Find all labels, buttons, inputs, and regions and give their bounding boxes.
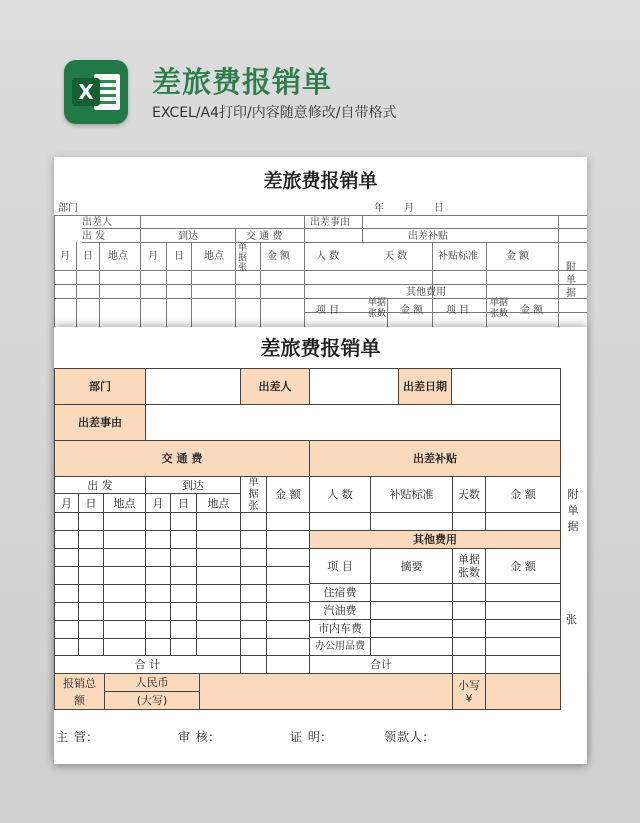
transport-cell[interactable]	[266, 512, 310, 531]
transport-cell[interactable]	[103, 620, 146, 639]
preview-col-month-2: 月	[148, 251, 158, 262]
reviewer-signature: 审 核:	[178, 730, 214, 744]
receipt-count-col-header: 单据张	[240, 476, 267, 513]
preview-col-place: 地点	[108, 251, 128, 262]
other-fee-cell[interactable]	[452, 619, 486, 638]
transport-cell[interactable]	[78, 602, 104, 621]
transport-cell[interactable]	[170, 512, 197, 531]
transport-cell[interactable]	[78, 530, 104, 549]
transport-cell[interactable]	[78, 512, 104, 531]
allowance-days-field[interactable]	[452, 512, 486, 531]
transport-cell[interactable]	[54, 530, 79, 549]
item-col-header: 项 目	[309, 548, 371, 584]
transport-cell[interactable]	[240, 548, 267, 567]
other-fee-cell[interactable]	[370, 637, 453, 656]
yen-symbol: ¥	[465, 691, 473, 705]
allowance-people-field[interactable]	[309, 512, 371, 531]
preview-other-fees: 其他费用	[406, 287, 446, 298]
transport-subtotal-receipts[interactable]	[240, 655, 267, 674]
transport-cell[interactable]	[196, 602, 241, 621]
preview-col-amount-4: 金 额	[520, 305, 544, 316]
preview-department: 部门	[58, 203, 78, 214]
other-fees-header: 其他费用	[309, 530, 561, 549]
form-title: 差旅费报销单	[260, 336, 381, 360]
transport-cell[interactable]	[145, 584, 171, 603]
preview-col-standard: 补贴标准	[438, 251, 478, 262]
preview-col-item-2: 项 目	[446, 305, 470, 316]
preview-traveler: 出差人	[82, 217, 112, 228]
transport-cell[interactable]	[145, 566, 171, 585]
attach-receipts-label: 附单据	[567, 488, 579, 533]
banner-subtitle: EXCEL/A4打印/内容随意修改/自带格式	[152, 105, 397, 121]
preview-col-amount-3: 金 额	[400, 305, 424, 316]
depart-month-header: 月	[54, 493, 79, 513]
total-label: 报销总额	[54, 673, 105, 710]
preview-col-amount: 金 额	[267, 251, 291, 262]
recipient-signature: 领款人:	[384, 730, 429, 744]
rmb-label: 人民币	[104, 673, 200, 692]
transport-cell[interactable]	[196, 512, 241, 531]
transport-cell[interactable]	[78, 548, 104, 567]
transport-cell[interactable]	[78, 584, 104, 603]
reason-field[interactable]	[145, 404, 561, 441]
transport-cell[interactable]	[54, 602, 79, 621]
preview-col-day: 日	[83, 251, 93, 262]
transport-cell[interactable]	[266, 584, 310, 603]
transport-cell[interactable]	[54, 566, 79, 585]
travel-date-label: 出差日期	[398, 368, 452, 405]
preview-col-day-2: 日	[174, 251, 184, 262]
item-office-supplies: 办公用品费	[309, 637, 371, 656]
other-fee-cell[interactable]	[452, 583, 486, 602]
transport-cell[interactable]	[170, 602, 197, 621]
total-small-field[interactable]	[485, 673, 561, 710]
depart-label: 出 发	[54, 476, 146, 494]
transport-cell[interactable]	[196, 620, 241, 639]
preview-col-receipt-count-2: 单据张数	[490, 298, 509, 319]
transport-cell[interactable]	[54, 548, 79, 567]
other-subtotal-label: 合计	[309, 655, 453, 674]
preview-col-item: 项 目	[316, 305, 340, 316]
excel-icon: X	[72, 78, 100, 106]
transport-cell[interactable]	[103, 548, 146, 567]
transport-cell[interactable]	[240, 512, 267, 531]
other-fee-cell[interactable]	[485, 637, 561, 656]
transport-cell[interactable]	[54, 512, 79, 531]
preview-transport: 交 通 费	[246, 231, 283, 242]
allowance-standard-field[interactable]	[370, 512, 453, 531]
transport-cell[interactable]	[266, 566, 310, 585]
allowance-amount-col-header: 金 额	[485, 476, 561, 513]
preview-allowance: 出差补贴	[408, 231, 448, 242]
transport-cell[interactable]	[54, 584, 79, 603]
transport-cell[interactable]	[145, 530, 171, 549]
transport-cell[interactable]	[145, 512, 171, 531]
uppercase-label: (大写)	[104, 691, 200, 710]
total-uppercase-field[interactable]	[199, 673, 453, 710]
transport-cell[interactable]	[196, 530, 241, 549]
preview-col-receipt: 单据张	[238, 243, 248, 273]
other-fee-cell[interactable]	[370, 619, 453, 638]
transport-amount-col-header: 金 额	[266, 476, 310, 513]
transport-cell[interactable]	[266, 530, 310, 549]
transport-cell[interactable]	[240, 584, 267, 603]
transport-cell[interactable]	[78, 566, 104, 585]
transport-cell[interactable]	[103, 512, 146, 531]
transport-cell[interactable]	[103, 602, 146, 621]
transport-cell[interactable]	[54, 620, 79, 639]
other-amount-col-header: 金 额	[485, 548, 561, 584]
transport-header: 交 通 费	[54, 440, 310, 477]
receipt-count-header: 单据张数	[452, 548, 486, 584]
preview-col-days: 天 数	[384, 251, 408, 262]
transport-subtotal-amount[interactable]	[266, 655, 310, 674]
arrive-day-header: 日	[170, 493, 197, 513]
excel-logo	[64, 60, 128, 124]
transport-cell[interactable]	[240, 620, 267, 639]
transport-cell[interactable]	[170, 566, 197, 585]
attach-receipts-unit: 张	[566, 613, 577, 626]
reason-label: 出差事由	[54, 404, 146, 441]
arrive-label: 到达	[145, 476, 241, 494]
preview-col-month: 月	[60, 251, 70, 262]
transport-cell[interactable]	[266, 548, 310, 567]
other-fee-cell[interactable]	[485, 601, 561, 620]
banner-title: 差旅费报销单	[152, 65, 333, 99]
transport-cell[interactable]	[170, 530, 197, 549]
preview-day: 日	[434, 203, 444, 214]
other-fee-cell[interactable]	[485, 619, 561, 638]
days-col-header: 天数	[452, 476, 486, 513]
manager-signature: 主 管:	[56, 730, 92, 744]
transport-cell[interactable]	[196, 566, 241, 585]
transport-cell[interactable]	[145, 602, 171, 621]
allowance-amount-field[interactable]	[485, 512, 561, 531]
transport-cell[interactable]	[266, 620, 310, 639]
transport-cell[interactable]	[103, 584, 146, 603]
item-fuel: 汽油费	[309, 601, 371, 620]
other-fee-cell[interactable]	[370, 583, 453, 602]
transport-cell[interactable]	[103, 566, 146, 585]
witness-signature: 证 明:	[290, 730, 326, 744]
transport-cell[interactable]	[240, 530, 267, 549]
other-fee-cell[interactable]	[452, 637, 486, 656]
traveler-field[interactable]	[309, 368, 399, 405]
preview-reason: 出差事由	[310, 217, 350, 228]
form-sheet	[54, 327, 587, 764]
other-fee-cell[interactable]	[370, 601, 453, 620]
preview-sheet	[54, 157, 587, 327]
item-city-transport: 市内车费	[309, 619, 371, 638]
transport-cell[interactable]	[240, 566, 267, 585]
preview-arrive: 到达	[178, 231, 198, 242]
arrive-month-header: 月	[145, 493, 171, 513]
summary-col-header: 摘要	[370, 548, 453, 584]
other-subtotal-receipts[interactable]	[452, 655, 486, 674]
preview-depart: 出 发	[82, 231, 106, 242]
arrive-place-header: 地点	[196, 493, 241, 513]
transport-cell[interactable]	[196, 548, 241, 567]
transport-cell[interactable]	[240, 602, 267, 621]
transport-cell[interactable]	[170, 620, 197, 639]
small-amount-label	[452, 673, 486, 710]
preview-col-receipt-count: 单据张数	[368, 298, 387, 319]
transport-cell[interactable]	[103, 530, 146, 549]
transport-subtotal-label: 合 计	[54, 655, 241, 674]
standard-col-header: 补贴标准	[370, 476, 453, 513]
allowance-header: 出差补贴	[309, 440, 561, 477]
transport-cell[interactable]	[145, 548, 171, 567]
transport-cell[interactable]	[196, 584, 241, 603]
people-col-header: 人 数	[309, 476, 371, 513]
department-label: 部门	[54, 368, 146, 405]
preview-col-people: 人 数	[316, 251, 340, 262]
other-fee-cell[interactable]	[485, 583, 561, 602]
preview-col-amount-2: 金 额	[506, 251, 530, 262]
transport-cell[interactable]	[170, 584, 197, 603]
other-subtotal-amount[interactable]	[485, 655, 561, 674]
preview-attach: 附单据	[566, 262, 576, 299]
traveler-label: 出差人	[240, 368, 310, 405]
other-fee-cell[interactable]	[452, 601, 486, 620]
transport-cell[interactable]	[266, 602, 310, 621]
depart-place-header: 地点	[103, 493, 146, 513]
transport-cell[interactable]	[78, 620, 104, 639]
depart-day-header: 日	[78, 493, 104, 513]
item-lodging: 住宿费	[309, 583, 371, 602]
department-field[interactable]	[145, 368, 241, 405]
transport-cell[interactable]	[145, 620, 171, 639]
preview-month: 月	[404, 203, 414, 214]
transport-cell[interactable]	[170, 548, 197, 567]
preview-year: 年	[374, 203, 384, 214]
travel-date-field[interactable]	[451, 368, 561, 405]
preview-title: 差旅费报销单	[263, 170, 378, 192]
preview-col-place-2: 地点	[204, 251, 224, 262]
small-label: 小写	[458, 678, 480, 692]
